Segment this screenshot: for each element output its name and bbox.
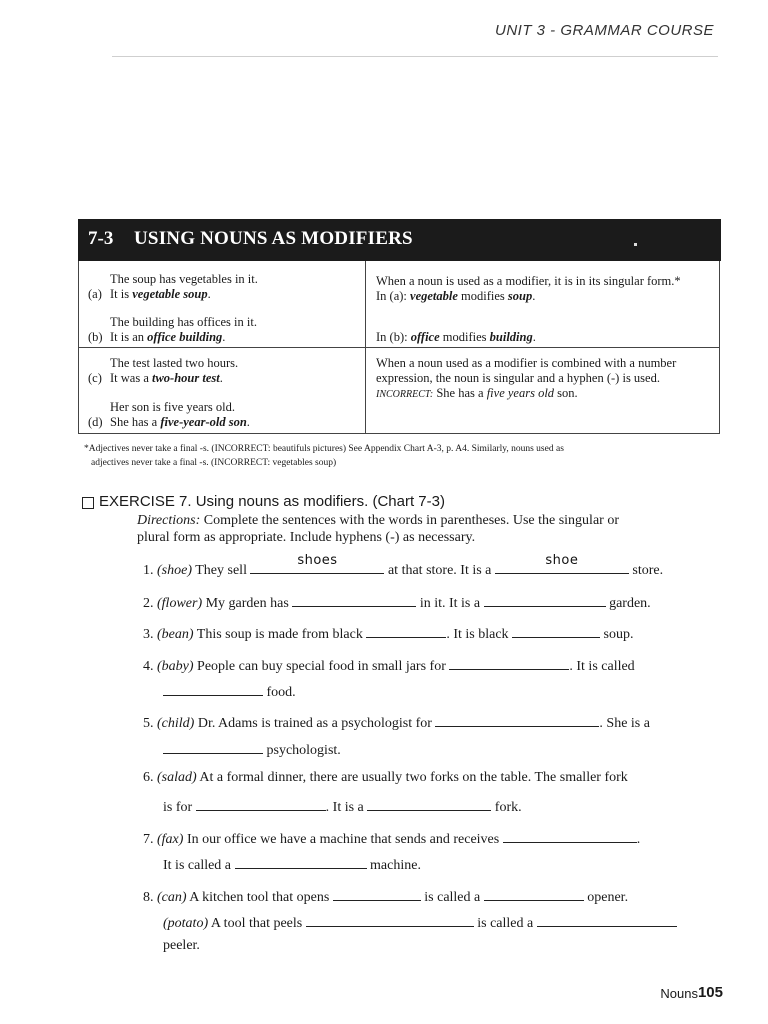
item-6-blank-1[interactable] (196, 796, 326, 811)
example-d-context: Her son is five years old. (110, 400, 235, 414)
item-8-blank-2[interactable] (484, 886, 584, 901)
exercise-item-6-cont: is for . It is a fork. (163, 796, 522, 816)
item-4-blank-1[interactable] (449, 655, 569, 670)
exercise-item-4: 4. (baby) People can buy special food in small jars for . It is called (143, 655, 635, 675)
exercise-item-4-cont: food. (163, 681, 296, 701)
exercise-item-8-part2: (potato) A tool that peels is called a (163, 912, 677, 932)
chart-footnote-line2: adjectives never take a final -s. (INCORRECT: vegetables soup) (91, 458, 337, 468)
item-4-blank-2[interactable] (163, 681, 263, 696)
example-a-context: The soup has vegetables in it. (110, 272, 258, 286)
explanation-2: In (b): office modifies building. (376, 330, 536, 344)
exercise-title: EXERCISE 7. Using nouns as modifiers. (Chart 7-3) (99, 493, 445, 510)
item-1-answer-2: shoe (545, 553, 579, 568)
explanation-3-line3: INCORRECT: She has a five years old son. (376, 386, 578, 400)
example-c-sentence: It was a two-hour test. (110, 371, 223, 385)
header-divider (112, 56, 718, 57)
exercise-directions-line2: plural form as appropriate. Include hyphens (-) as necessary. (137, 530, 476, 545)
exercise-item-5: 5. (child) Dr. Adams is trained as a psychologist for . She is a (143, 712, 650, 732)
exercise-item-7: 7. (fax) In our office we have a machine that sends and receives . (143, 828, 640, 848)
exercise-item-2: 2. (flower) My garden has in it. It is a garden. (143, 592, 651, 612)
item-8-blank-1[interactable] (333, 886, 421, 901)
explanation-1-line2: In (a): vegetable modifies soup. (376, 289, 536, 303)
example-c-context: The test lasted two hours. (110, 356, 239, 370)
example-a-label: (a) (88, 287, 102, 301)
explanation-3-line2: expression, the noun is singular and a hyphen (-) is used. (376, 371, 660, 385)
explanation-1-line1: When a noun is used as a modifier, it is in its singular form.* (376, 274, 681, 288)
item-3-blank-1[interactable] (366, 623, 446, 638)
item-5-blank-2[interactable] (163, 739, 263, 754)
chart-banner (78, 219, 721, 261)
chart-title: USING NOUNS AS MODIFIERS (134, 228, 413, 249)
exercise-directions-line1: Directions: Complete the sentences with the words in parentheses. Use the singular or (137, 513, 619, 528)
example-d-label: (d) (88, 415, 103, 429)
chart-number: 7-3 (88, 228, 114, 249)
banner-dot (634, 243, 637, 246)
item-1-blank-1[interactable] (250, 553, 384, 574)
example-a-sentence: It is vegetable soup. (110, 287, 211, 301)
unit-header-title: UNIT 3 - GRAMMAR COURSE (494, 22, 714, 39)
exercise-item-8: 8. (can) A kitchen tool that opens is called a opener. (143, 886, 628, 906)
item-8-blank-4[interactable] (537, 912, 677, 927)
chart-row-divider (78, 347, 720, 348)
exercise-item-6: 6. (salad) At a formal dinner, there are usually two forks on the table. The smaller fork (143, 770, 628, 785)
exercise-checkbox[interactable] (82, 497, 94, 509)
item-6-blank-2[interactable] (367, 796, 491, 811)
example-d-sentence: She has a five-year-old son. (110, 415, 250, 429)
exercise-item-1: 1. (shoe) They sell shoes at that store. It is a shoe store. (143, 553, 664, 578)
example-b-label: (b) (88, 330, 103, 344)
item-1-answer-1: shoes (297, 553, 338, 568)
exercise-item-7-cont: It is called a machine. (163, 854, 421, 874)
item-7-blank-1[interactable] (503, 828, 637, 843)
item-2-blank-2[interactable] (484, 592, 606, 607)
example-b-sentence: It is an office building. (110, 330, 226, 344)
item-3-blank-2[interactable] (512, 623, 600, 638)
exercise-item-5-cont: psychologist. (163, 739, 341, 759)
item-2-blank-1[interactable] (292, 592, 416, 607)
item-7-blank-2[interactable] (235, 854, 367, 869)
item-8-blank-3[interactable] (306, 912, 474, 927)
exercise-item-8-cont: peeler. (163, 938, 200, 953)
chart-footnote-line1: *Adjectives never take a final -s. (INCORRECT: beautifuls pictures) See Appendix Chart A-3, p. A4. Similarly, nouns used as (84, 444, 564, 454)
example-c-label: (c) (88, 371, 102, 385)
example-b-context: The building has offices in it. (110, 315, 257, 329)
item-5-blank-1[interactable] (435, 712, 599, 727)
page-number: 105 (697, 984, 723, 1001)
explanation-3-line1: When a noun used as a modifier is combined with a number (376, 356, 677, 370)
footer-section-name: Nouns (660, 986, 698, 1001)
exercise-item-3: 3. (bean) This soup is made from black . It is black soup. (143, 623, 634, 643)
item-1-blank-2[interactable] (495, 553, 629, 574)
